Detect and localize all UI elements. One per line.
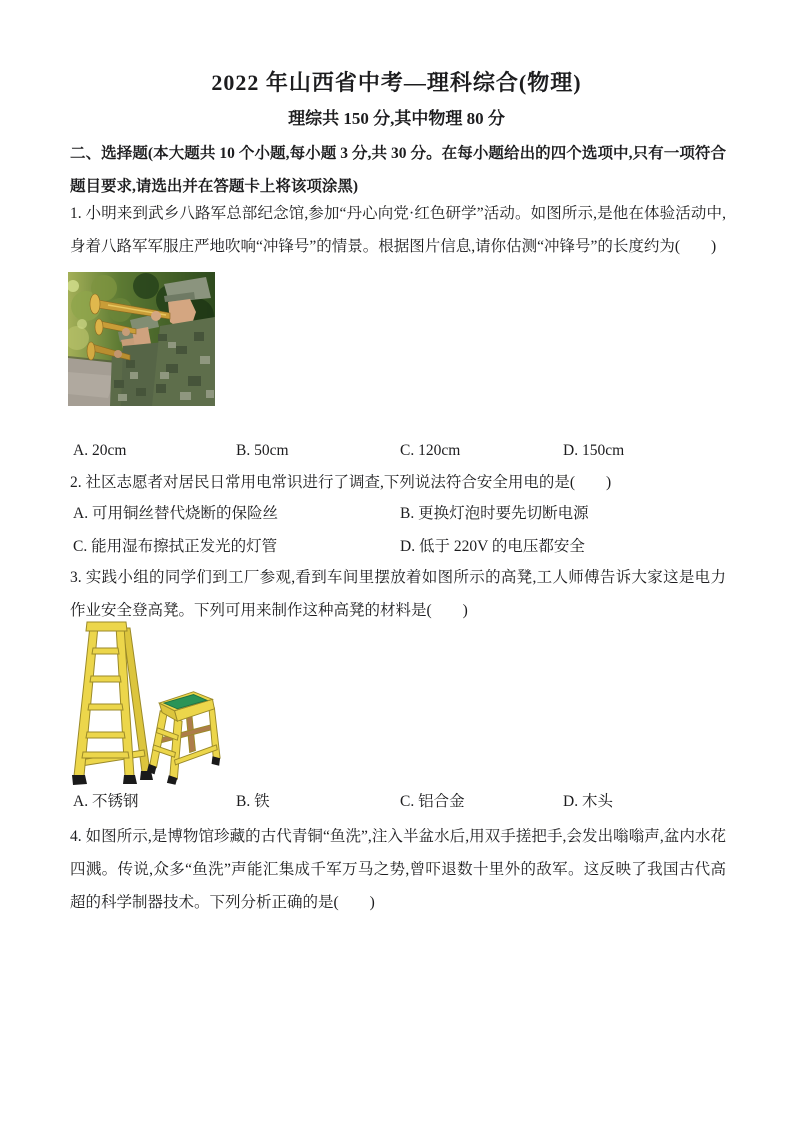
option-b: B. 更换灯泡时要先切断电源 (400, 505, 589, 522)
bugle-photo-figure (68, 272, 215, 406)
high-stool-figure (72, 620, 224, 790)
option-d: D. 低于 220V 的电压都安全 (400, 538, 585, 555)
option-c: C. 能用湿布擦拭正发光的灯管 (73, 538, 278, 555)
question-3-text: 3. 实践小组的同学们到工厂参观,看到车间里摆放着如图所示的高凳,工人师傅告诉大家这是电力作业安全登高凳。下列可用来制作这种高凳的材料是( ) (70, 569, 726, 619)
option-a: A. 20cm (73, 442, 127, 459)
option-b: B. 50cm (236, 442, 289, 459)
ladder-stool-drawing (72, 620, 224, 790)
section-heading: 二、选择题(本大题共 10 个小题,每小题 3 分,共 30 分。在每小题给出的四个选项中,只有一项符合题目要求,请选出并在答题卡上将该项涂黑) (70, 145, 726, 195)
question-1-options (73, 440, 733, 462)
option-a: A. 不锈钢 (73, 793, 139, 810)
option-b: B. 铁 (236, 793, 270, 810)
question-2-options-row1 (73, 503, 733, 525)
question-2-options-row2 (73, 536, 733, 558)
option-c: C. 铝合金 (400, 793, 465, 810)
question-1-text: 1. 小明来到武乡八路军总部纪念馆,参加“丹心向党·红色研学”活动。如图所示,是他在体验活动中,身着八路军军服庄严地吹响“冲锋号”的情景。根据图片信息,请你估测“冲锋号”的长度约为( ) (70, 205, 726, 255)
question-3-options (73, 791, 733, 813)
option-d: D. 木头 (563, 793, 613, 810)
option-d: D. 150cm (563, 442, 625, 459)
page-title: 2022 年山西省中考—理科综合(物理) (211, 70, 582, 95)
page-subtitle: 理综共 150 分,其中物理 80 分 (288, 109, 505, 128)
question-2-text: 2. 社区志愿者对居民日常用电常识进行了调查,下列说法符合安全用电的是( ) (70, 474, 612, 491)
option-c: C. 120cm (400, 442, 461, 459)
question-4-text: 4. 如图所示,是博物馆珍藏的古代青铜“鱼洗”,注入半盆水后,用双手搓把手,会发出嗡嗡声,盆内水花四溅。传说,众多“鱼洗”声能汇集成千军万马之势,曾吓退数十里外的敌军。这反映了我国古代高超的科学制器技术。下列分析正确的是( ) (70, 828, 726, 911)
option-a: A. 可用铜丝替代烧断的保险丝 (73, 505, 278, 522)
soldiers-bugle-photo-drawing (68, 272, 215, 406)
